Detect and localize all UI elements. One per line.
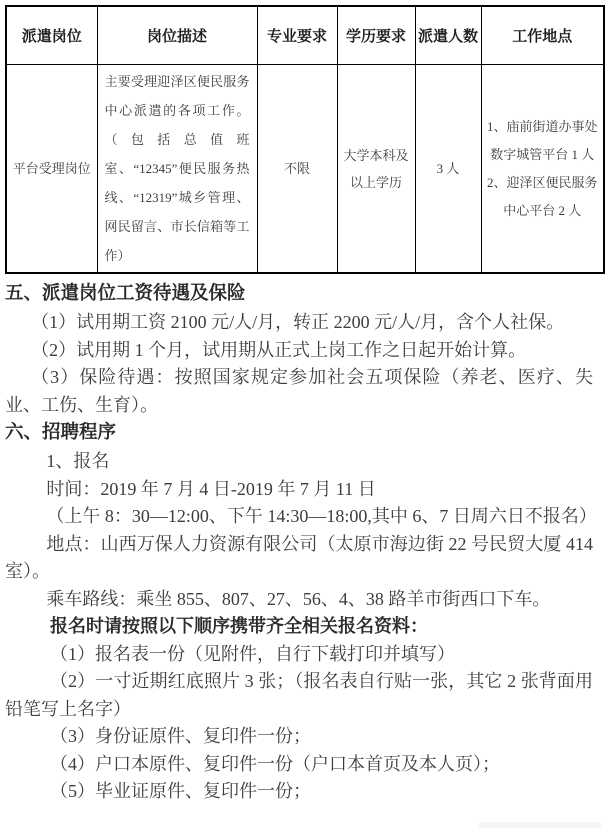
header-work-location: 工作地点 [481, 6, 604, 65]
cell-education-requirement: 大学本科及以上学历 [337, 65, 415, 274]
table-header-row [6, 6, 604, 65]
cell-headcount: 3 人 [415, 65, 481, 274]
cell-position: 平台受理岗位 [6, 65, 97, 274]
header-headcount: 派遣人数 [415, 6, 481, 65]
header-dispatch-position: 派遣岗位 [6, 6, 97, 65]
material-item: （1）报名表一份（见附件，自行下载打印并填写） [50, 643, 455, 664]
material-item: （3）身份证原件、复印件一份； [50, 726, 311, 746]
table-row [6, 65, 604, 274]
material-item: （2）一寸近期红底照片 3 张；（报名表自行贴一张，其它 2 张背面用铅笔写上名字） [5, 671, 593, 719]
material-item: （4）户口本原件、复印件一份（户口本首页及本人页）； [50, 753, 500, 774]
registration-time-note: （上午 8：30—12:00、下午 14:30—18:00,其中 6、7 日周六日不报名） [46, 506, 597, 526]
header-education-requirement: 学历要求 [337, 6, 415, 65]
position-table [5, 5, 605, 274]
registration-location: 地点：山西万保人力资源有限公司（太原市海边街 22 号民贸大厦 414 室）。 [5, 533, 593, 581]
scan-artifact [479, 822, 601, 828]
section-six-heading: 六、招聘程序 [5, 423, 117, 443]
body-text [5, 274, 607, 806]
section-five-heading: 五、派遣岗位工资待遇及保险 [5, 284, 246, 304]
materials-intro: 报名时请按照以下顺序携带齐全相关报名资料： [50, 616, 428, 636]
cell-work-location [481, 65, 604, 274]
cell-major-requirement: 不限 [257, 65, 337, 274]
registration-time: 时间：2019 年 7 月 4 日-2019 年 7 月 11 日 [46, 478, 376, 499]
work-location-item: 2、迎泽区便民服务中心平台 2 人 [486, 174, 598, 218]
compensation-item: （1）试用期工资 2100 元/人/月，转正 2200 元/人/月，含个人社保。 [31, 312, 565, 332]
header-job-description: 岗位描述 [97, 6, 257, 65]
step-label: 1、报名 [46, 451, 110, 471]
bus-route: 乘车路线：乘坐 855、807、27、56、4、38 路羊市街西口下车。 [46, 588, 551, 609]
compensation-item: （3）保险待遇：按照国家规定参加社会五项保险（养老、医疗、失业、工伤、生育）。 [5, 367, 593, 415]
cell-description: 主要受理迎泽区便民服务中心派遣的各项工作。（包括总值班室、“12345”便民服务热线、“12319”城乡管理、网民留言、市长信箱等工作） [97, 65, 257, 274]
header-major-requirement: 专业要求 [257, 6, 337, 65]
compensation-item: （2）试用期 1 个月，试用期从正式上岗工作之日起开始计算。 [31, 339, 527, 360]
material-item: （5）毕业证原件、复印件一份； [50, 781, 311, 801]
work-location-item: 1、庙前街道办事处数字城管平台 1 人 [486, 118, 598, 162]
